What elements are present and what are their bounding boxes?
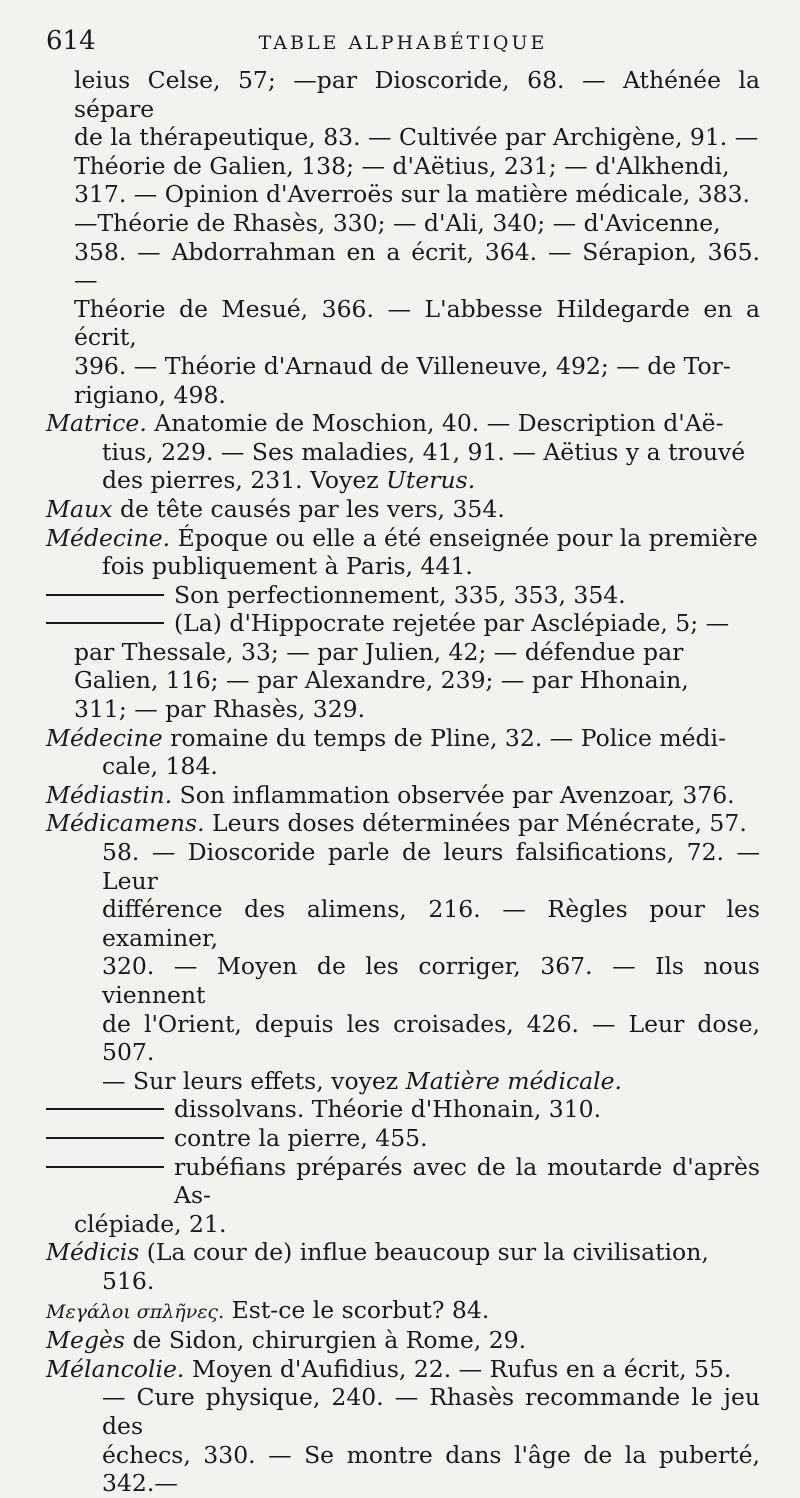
- text-line: Moyen d'Aufidius, 22. — Rufus en a écrit, 55.: [191, 1354, 732, 1383]
- text-line: clépiade, 21.: [74, 1209, 227, 1238]
- text-line: de la thérapeutique, 83. — Cultivée par Archigène, 91. —: [74, 123, 759, 152]
- headword: Médecine.: [46, 523, 171, 552]
- index-entry: [46, 524, 760, 581]
- headword: Megès: [46, 1326, 125, 1355]
- text-line: de l'Orient, depuis les croisades, 426. — Leur dose, 507.: [102, 1009, 760, 1067]
- text-line: par Thessale, 33; — par Julien, 42; — défendue par: [74, 637, 684, 666]
- text-line: Théorie de Mesué, 366. — L'abbesse Hildegarde en a écrit,: [74, 294, 760, 352]
- text-line: (La) d'Hippocrate rejetée par Asclépiade, 5; —: [174, 609, 730, 638]
- text-line: tius, 229. — Ses maladies, 41, 91. — Aëtius y a trouvé: [102, 437, 746, 466]
- repeat-dash: [46, 594, 164, 596]
- text-line: dissolvans. Théorie d'Hhonain, 310.: [174, 1095, 602, 1124]
- index-body: [46, 66, 760, 1498]
- sub-entry: [46, 1095, 760, 1124]
- headword: Médiastin.: [46, 780, 173, 809]
- headword: Médicamens.: [46, 809, 205, 838]
- index-entry: [46, 1355, 760, 1498]
- index-entry: [46, 781, 760, 810]
- text-line: 396. — Théorie d'Arnaud de Villeneuve, 492; — de Tor-: [74, 351, 731, 380]
- headword: Médicis: [46, 1238, 140, 1267]
- repeat-dash: [46, 622, 164, 624]
- text-line: — Sur leurs effets, voyez: [102, 1066, 406, 1095]
- text-line: Son perfectionnement, 335, 353, 354.: [174, 580, 626, 609]
- text-line: Son inflammation observée par Avenzoar, 376.: [179, 780, 735, 809]
- text-line: 358. — Abdorrahman en a écrit, 364. — Sérapion, 365. —: [74, 237, 760, 295]
- sub-entry: [46, 581, 760, 610]
- text-line: 516.: [102, 1266, 155, 1295]
- text-line: Époque ou elle a été enseignée pour la première: [177, 523, 758, 552]
- text-line: de tête causés par les vers, 354.: [119, 494, 505, 523]
- index-entry: [46, 1238, 760, 1295]
- running-head: TABLE ALPHABÉTIQUE: [258, 32, 548, 54]
- text-line: de Sidon, chirurgien à Rome, 29.: [132, 1326, 527, 1355]
- headword: Mélancolie.: [46, 1354, 185, 1383]
- text-line: 311; — par Rhasès, 329.: [74, 695, 366, 724]
- index-entry: [46, 1296, 760, 1327]
- text-line: 58. — Dioscoride parle de leurs falsifications, 72. — Leur: [102, 838, 760, 895]
- text-line: Galien, 116; — par Alexandre, 239; — par Hhonain,: [74, 666, 689, 695]
- continued-entry: [46, 66, 760, 409]
- text-line: différence des alimens, 216. — Règles pour les examiner,: [102, 895, 760, 952]
- text-line: rubéfians préparés avec de la moutarde d'après As-: [174, 1152, 760, 1210]
- page-header: [46, 26, 760, 66]
- text-line: Anatomie de Moschion, 40. — Description d'Aë-: [154, 409, 724, 438]
- headword: Μεγάλοι σπλῆνες.: [46, 1300, 225, 1323]
- text-line: romaine du temps de Pline, 32. — Police médi-: [170, 723, 727, 752]
- text-line: contre la pierre, 455.: [174, 1123, 428, 1152]
- headword: Médecine: [46, 723, 163, 752]
- text-line: Théorie de Galien, 138; — d'Aëtius, 231; — d'Alkhendi,: [74, 151, 730, 180]
- text-line: Est-ce le scorbut? 84.: [231, 1295, 490, 1324]
- text-line: cale, 184.: [102, 752, 218, 781]
- sub-entry: [46, 1124, 760, 1153]
- text-line: 320. — Moyen de les corriger, 367. — Ils nous viennent: [102, 952, 760, 1009]
- index-entry: [46, 724, 760, 781]
- text-line: fois publiquement à Paris, 441.: [102, 552, 473, 581]
- repeat-dash: [46, 1166, 164, 1168]
- text-line: (La cour de) influe beaucoup sur la civilisation,: [146, 1238, 709, 1267]
- repeat-dash: [46, 1137, 164, 1139]
- text-line: leius Celse, 57; —par Dioscoride, 68. — Athénée la sépare: [74, 66, 760, 123]
- repeat-dash: [46, 1108, 164, 1110]
- index-entry: [46, 809, 760, 1095]
- headword: Matrice.: [46, 409, 147, 438]
- index-entry: [46, 409, 760, 495]
- index-entry: [46, 495, 760, 524]
- sub-entry: [46, 1153, 760, 1239]
- text-line: des pierres, 231. Voyez: [102, 466, 387, 495]
- headword: Maux: [46, 494, 113, 523]
- text-line: —Théorie de Rhasès, 330; — d'Ali, 340; — d'Avicenne,: [74, 208, 721, 237]
- text-line: rigiano, 498.: [74, 380, 226, 409]
- sub-entry: [46, 609, 760, 723]
- page-number: 614: [46, 26, 96, 56]
- see-reference: Uterus.: [386, 466, 476, 495]
- text-line-with-ref: [74, 466, 760, 495]
- text-line: Leurs doses déterminées par Ménécrate, 57.: [212, 809, 747, 838]
- text-line-with-ref: [74, 1067, 760, 1096]
- see-reference: Matière médicale.: [405, 1066, 623, 1095]
- index-entry: [46, 1326, 760, 1355]
- text-line: échecs, 330. — Se montre dans l'âge de la puberté, 342.—: [102, 1440, 760, 1498]
- text-line: 317. — Opinion d'Averroës sur la matière médicale, 383.: [74, 180, 751, 209]
- text-line: — Cure physique, 240. — Rhasès recommande le jeu des: [102, 1383, 760, 1440]
